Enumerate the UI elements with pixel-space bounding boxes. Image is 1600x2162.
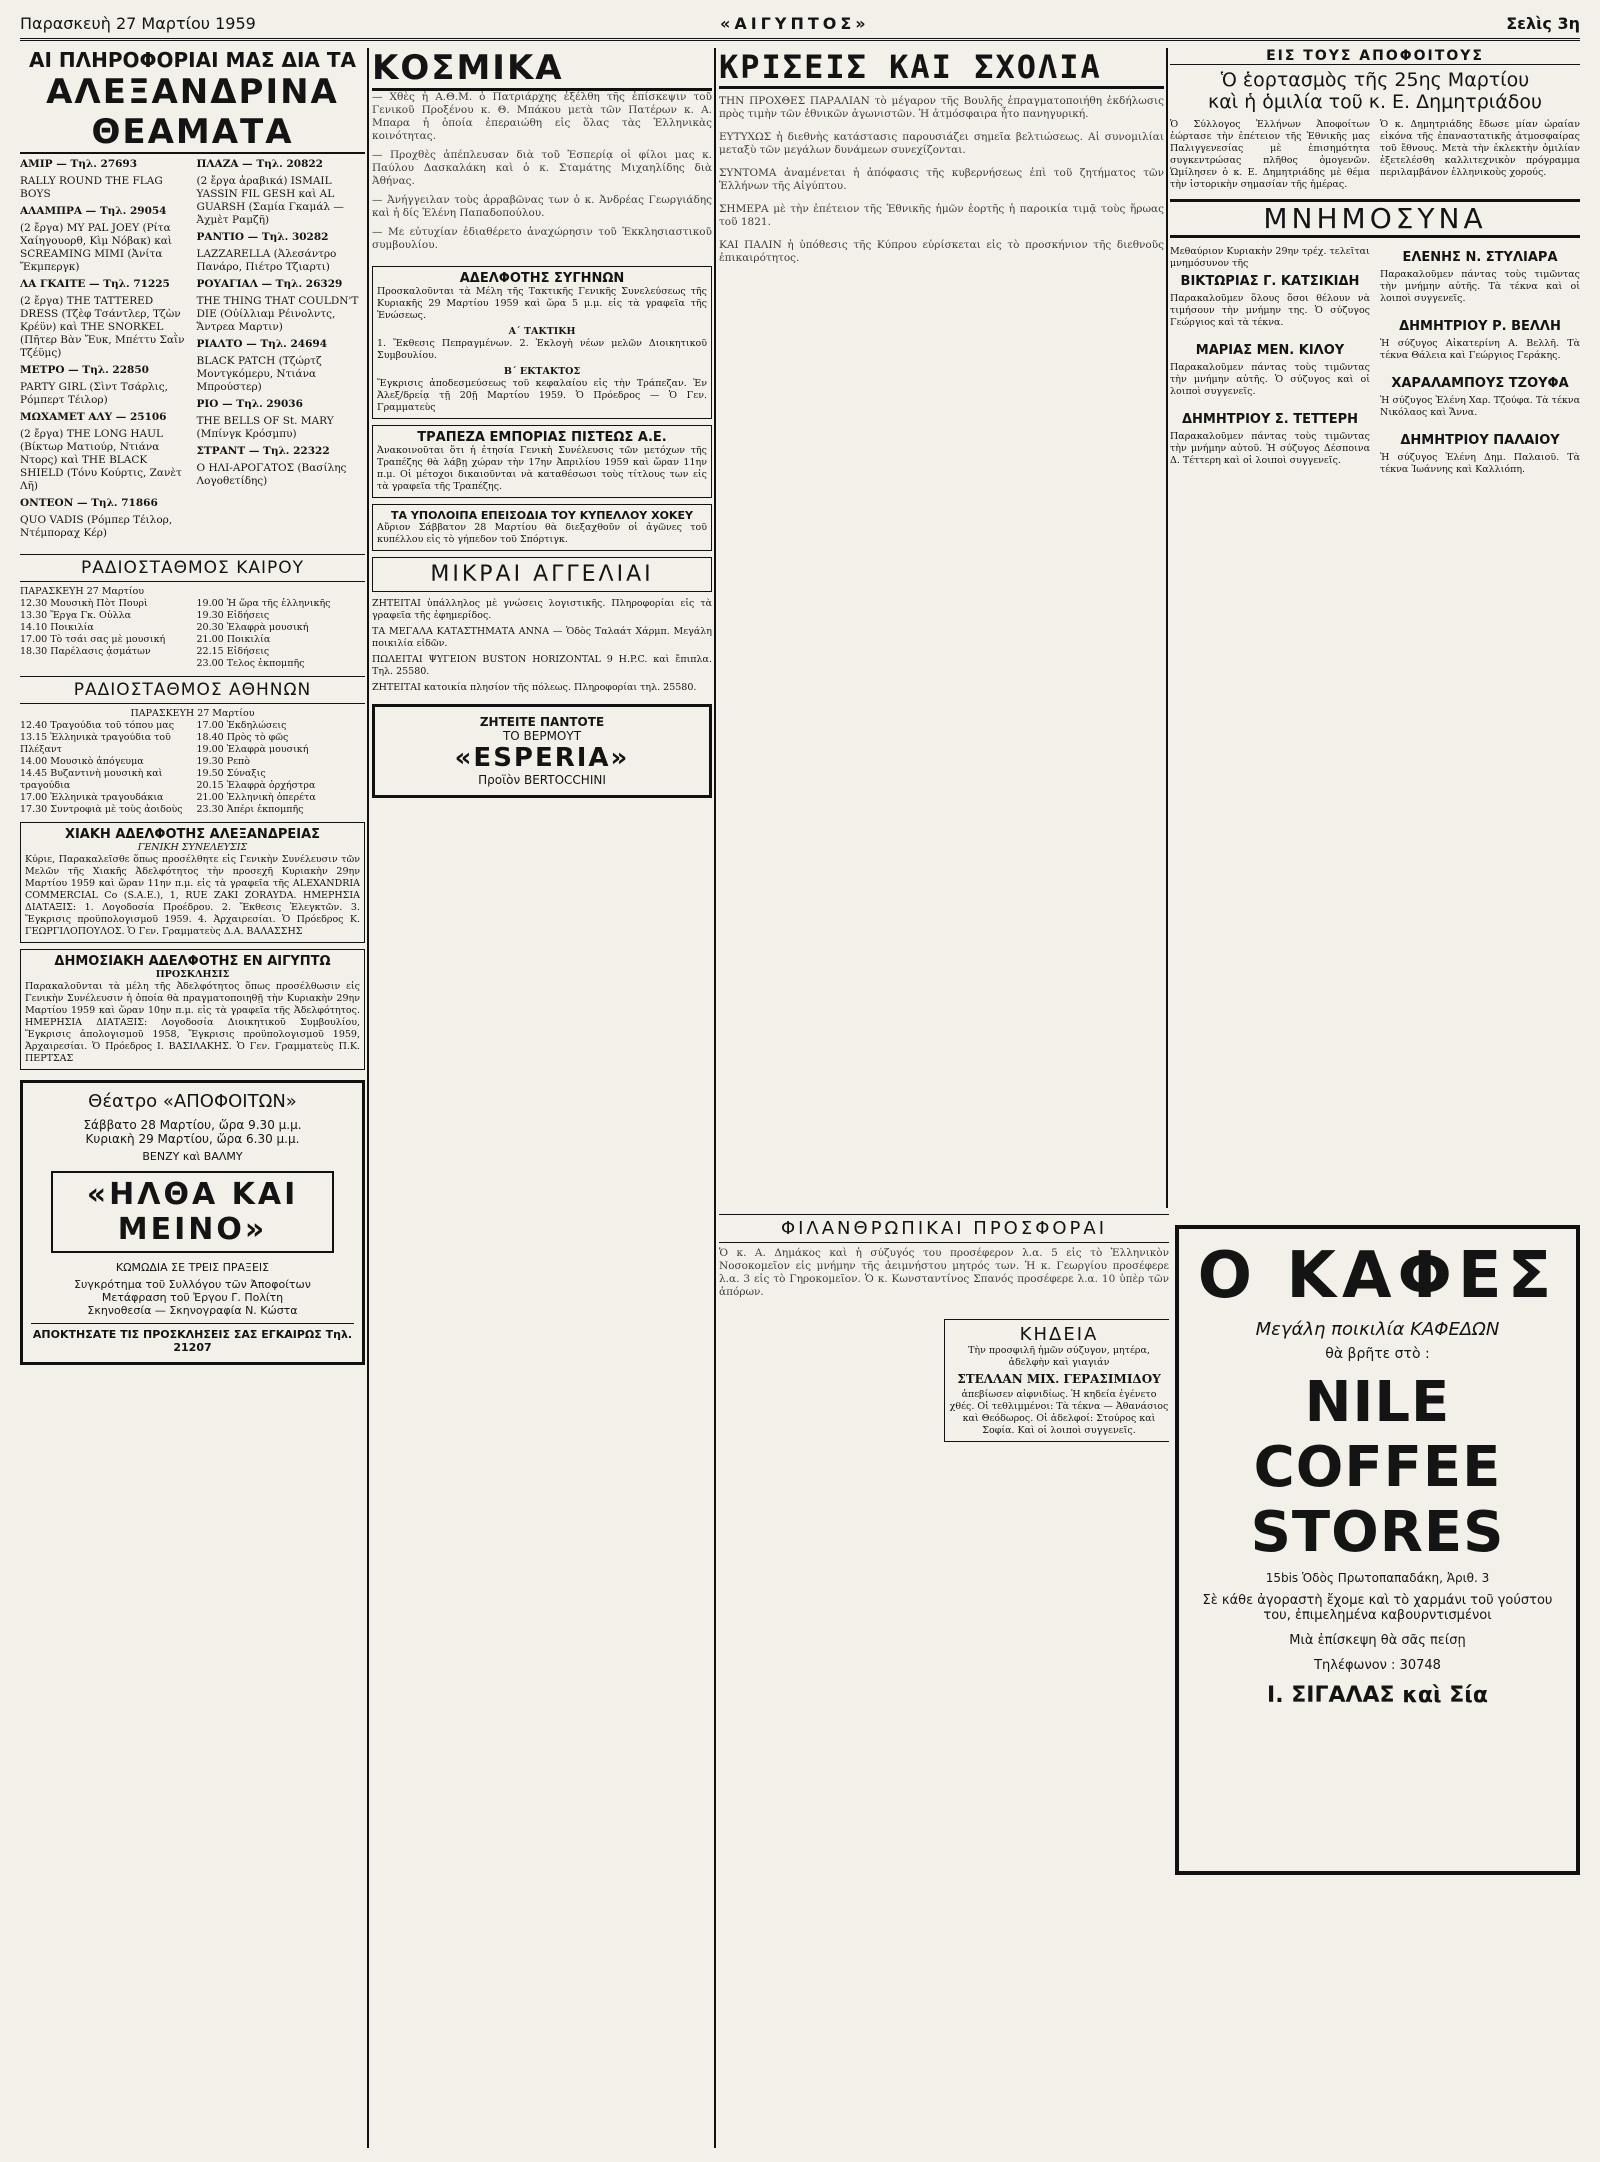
funeral-title: ΚΗΔΕΙΑ bbox=[1019, 1324, 1099, 1345]
theatre-direction: Σκηνοθεσία — Σκηνογραφία Ν. Κώστα bbox=[87, 1304, 298, 1317]
memorial-name: ΒΙΚΤΩΡΙΑΣ Γ. ΚΑΤΣΙΚΙΔΗ bbox=[1180, 274, 1360, 289]
cinema-film: (2 ἔργα) MY PAL JOEY (Ρίτα Χαίηγουορθ, Κὶμ Νόβακ) καὶ SCREAMING MIMI (Ἀνίτα Ἔκμπεργκ) bbox=[20, 222, 173, 273]
commentary-paragraph: ΤΗΝ ΠΡΟΧΘΕΣ ΠΑΡΑΛΙΑΝ τὸ μέγαρον τῆς Βουλῆς ἐπραγματοποιήθη ἐκδήλωσις πρὸς τιμὴν τῶν ἐθνικῶν ἀγωνιστῶν. Ἡ ἀτμόσφαιρα ἦτο πανηγυρική. bbox=[719, 95, 1164, 120]
graduates-subtitle-1: Ὁ ἑορτασμὸς τῆς 25ης Μαρτίου bbox=[1220, 69, 1530, 91]
cinema-name: ΡΟΥΑΓΙΑΛ — Τηλ. 26329 bbox=[196, 278, 343, 290]
sports-title: ΤΑ ΥΠΟΛΟΙΠΑ ΕΠΕΙΣΟΔΙΑ ΤΟΥ ΚΥΠΕΛΛΟΥ ΧΟΚΕΥ bbox=[391, 509, 693, 522]
cinema-name: ΠΛΑΖΑ — Τηλ. 20822 bbox=[196, 158, 323, 170]
notice-section-title: Β΄ ΕΚΤΑΚΤΟΣ bbox=[503, 366, 581, 377]
sports-item bbox=[372, 504, 712, 551]
cinema-film: THE BELLS OF St. MARY (Μπίνγκ Κρόσμπυ) bbox=[196, 415, 334, 440]
radio-slot: 21.00 Ποικιλία bbox=[196, 634, 271, 645]
notice-subtitle: ΓΕΝΙΚΗ ΣΥΝΕΛΕΥΣΙΣ bbox=[137, 842, 248, 853]
classified-item: ΖΗΤΕΙΤΑΙ κατοικία πλησίον τῆς πόλεως. Πληροφορίαι τηλ. 25580. bbox=[372, 682, 697, 693]
radio-slot: 21.00 Ἐλληνικὴ ὀπερέτα bbox=[196, 792, 316, 803]
memorial-body: Παρακαλοῦμεν ὅλους ὅσοι θέλουν νὰ τιμήσουν τὴν μνήμην της. Ὁ σύζυγος Γεώργιος καὶ τὰ τέκνα. bbox=[1170, 293, 1370, 328]
radio-slot: 12.30 Μουσικὴ Πὸτ Πουρὶ bbox=[20, 598, 148, 609]
theatre-advertisement bbox=[20, 1080, 365, 1365]
coffee-ad-store: NILE COFFEE STORES bbox=[1250, 1370, 1505, 1565]
cinema-film: BLACK PATCH (Τζώρτζ Μοντγκόμερυ, Ντιάνα Μπρούστερ) bbox=[196, 355, 322, 393]
commentary-title: ΚΡΙΣΕΙΣ ΚΑΙ ΣΧΟΛΙΑ bbox=[719, 48, 1164, 89]
graduates-body bbox=[1170, 119, 1580, 191]
radio-slot: 17.00 Ἐκδηλώσεις bbox=[196, 720, 287, 731]
memorial-name: ΕΛΕΝΗΣ Ν. ΣΤΥΛΙΑΡΑ bbox=[1402, 250, 1558, 265]
notice-body: Ἀνακοινοῦται ὅτι ἡ ἐτησία Γενικὴ Συνέλευσις τῶν μετόχων τῆς Τραπέζης θὰ λάβῃ χώραν τὴν 17ην Ἀπριλίου 1959 καὶ ὥραν 11ην π.μ. Οἱ μέτοχοι δικαιοῦνται νὰ καταθέσωσι τοὺς τίτλους των εἰς τὰ γραφεῖα τῆς Τραπέζης. bbox=[377, 445, 707, 492]
esperia-line-1: ΖΗΤΕΙΤΕ ΠΑΝΤΟΤΕ bbox=[479, 715, 605, 729]
esperia-brand: «ESPERIA» bbox=[454, 743, 630, 773]
memorial-name: ΜΑΡΙΑΣ ΜΕΝ. ΚΙΛΟΥ bbox=[1195, 343, 1345, 358]
funeral-name: ΣΤΕΛΛΑΝ ΜΙΧ. ΓΕΡΑΣΙΜΙΔΟΥ bbox=[957, 1372, 1161, 1386]
notice-body: Κύριε, Παρακαλεῖσθε ὅπως προσέλθητε εἰς Γενικὴν Συνέλευσιν τῶν Μελῶν τῆς Χιακῆς Ἀδελφότητος τὴν προσεχῆ Κυριακὴν 29ην Μαρτίου 1959 καὶ ὥραν 11ην π.μ. εἰς τὰ γραφεῖα τῆς ALEXANDRIA COMMERCIAL Co (S.A.E.), 1, RUE ZAKI ZORAYDA. ΗΜΕΡΗΣΙΑ ΔΙΑΤΑΞΙΣ: 1. Λογοδοσία Προέδρου. 2. Ἔκθεσις Ἐλεγκτῶν. 3. Ἔγκρισις προϋπολογισμοῦ 1959. 4. Ἀρχαιρεσίαι. Ὁ Πρόεδρος Κ. ΓΕΩΡΓΙΛΟΠΟΥΛΟΣ. Ὁ Γεν. Γραμματεὺς Δ.Α. ΒΑΛΑΣΣΗΣ bbox=[25, 854, 360, 937]
cinema-name: ΛΑ ΓΚΑΙΤΕ — Τηλ. 71225 bbox=[20, 278, 170, 290]
radio-slot: 22.15 Εἰδήσεις bbox=[196, 646, 270, 657]
radio-slot: 23.30 Ἀπέρι ἐκπομπῆς bbox=[196, 804, 304, 815]
memorial-body: Παρακαλοῦμεν πάντας τοὺς τιμῶντας τὴν μνήμην αὐτοῦ. Ἡ σύζυγος Δέσποινα Δ. Τέττερη καὶ οἱ λοιποὶ συγγενεῖς. bbox=[1170, 431, 1370, 466]
memorial-body: Παρακαλοῦμεν πάντας τοὺς τιμῶντας τὴν μνήμην αὐτῆς. Ὁ σύζυγος καὶ οἱ λοιποὶ συγγενεῖς. bbox=[1170, 362, 1370, 397]
esperia-line-2: ΤΟ ΒΕΡΜΟΥΤ bbox=[502, 729, 582, 743]
notice-chios-brotherhood bbox=[20, 822, 365, 943]
notice-sygenon bbox=[372, 266, 712, 419]
cinema-entry bbox=[20, 497, 189, 540]
entertainment-head-a: ΑΙ ΠΛΗΡΟΦΟΡΙΑΙ ΜΑΣ ΔΙΑ ΤΑ bbox=[29, 48, 356, 72]
lower-center-section bbox=[719, 1208, 1169, 2108]
memorial-intro: Μεθαύριον Κυριακὴν 29ην τρέχ. τελεῖται μνημόσυνον τῆς bbox=[1170, 246, 1370, 269]
commentary-paragraph: ΣΥΝΤΟΜΑ ἀναμένεται ἡ ἀπόφασις τῆς κυβερνήσεως ἐπὶ τοῦ ζητήματος τῶν Ἑλλήνων τῆς Αἰγύπτου. bbox=[719, 167, 1164, 192]
cinema-entry bbox=[197, 231, 366, 274]
masthead bbox=[20, 8, 1580, 41]
radio-slot: 23.00 Τελος ἐκπομπῆς bbox=[196, 658, 305, 669]
column-rule bbox=[1166, 48, 1168, 1208]
social-item: — Προχθὲς ἀπέπλευσαν διὰ τοῦ Ἐσπερίᾳ οἱ φίλοι μας κ. Παύλου Δασκαλάκη καὶ ὁ κ. Σταμάτης Μιχαηλίδης διὰ Ἀθήνας. bbox=[372, 149, 712, 187]
coffee-ad-headline: Ο ΚΑΦΕΣ bbox=[1197, 1239, 1558, 1313]
notice-bank bbox=[372, 425, 712, 498]
cinema-film: PARTY GIRL (Σὶντ Τσάρλις, Ρόμπερτ Τέιλορ) bbox=[20, 381, 169, 406]
social-item: — Ἀνήγγειλαν τοὺς ἀρραβῶνας των ὁ κ. Ἀνδρέας Γεωργιάδης καὶ ἡ δίς Ἑλένη Παπαδοπούλου. bbox=[372, 194, 712, 219]
radio-cairo-schedule bbox=[20, 598, 365, 670]
classifieds-title: ΜΙΚΡΑΙ ΑΓΓΕΛΙΑΙ bbox=[372, 557, 712, 592]
theatre-date-1: Σάββατο 28 Μαρτίου, ὥρα 9.30 μ.μ. bbox=[83, 1118, 302, 1132]
notice-body: Παρακαλοῦνται τὰ μέλη τῆς Ἀδελφότητος ὅπως προσέλθωσιν εἰς Γενικὴν Συνέλευσιν ἡ ὁποία θὰ πραγματοποιηθῇ τὴν Κυριακὴν 29ην Μαρτίου 1959 καὶ ὥραν 10ην π.μ. εἰς τὰ γραφεῖα τῆς Ἀδελφότητος. ΗΜΕΡΗΣΙΑ ΔΙΑΤΑΞΙΣ: Λογοδοσία Διοικητικοῦ Συμβουλίου, Ἔγκρισις ἀπολογισμοῦ 1958, Ἔγκρισις προϋπολογισμοῦ 1959, Ἀρχαιρεσίαι. Ὁ Πρόεδρος Ι. ΒΑΣΙΛΑΚΗΣ. Ὁ Γεν. Γραμματεὺς Π.Κ. ΠΕΡΤΣΑΣ bbox=[25, 981, 360, 1064]
cinema-name: ΟΝΤΕΟΝ — Τηλ. 71866 bbox=[20, 497, 158, 509]
cinema-film: (2 ἔργα) THE LONG HAUL (Βίκτωρ Ματιούρ, Ντιάνα Ντορς) καὶ THE BLACK SHIELD (Τόνυ Κούρτις, Ζανὲτ Λῆ) bbox=[20, 428, 182, 492]
memorial-body: Ἡ σύζυγος Αἰκατερίνη Α. Βελλῆ. Τὰ τέκνα Θάλεια καὶ Γεώργιος Γεράκης. bbox=[1380, 338, 1580, 361]
funeral-intro: Τὴν προσφιλῆ ἡμῶν σύζυγον, μητέρα, ἀδελφὴν καὶ γιαγιάν bbox=[968, 1345, 1150, 1368]
graduates-subtitle-2: καὶ ἡ ὁμιλία τοῦ κ. Ε. Δημητριάδου bbox=[1208, 91, 1542, 113]
cinema-entry bbox=[197, 278, 366, 334]
radio-slot: 18.30 Παρέλασις ᾀσμάτων bbox=[20, 646, 151, 657]
cinema-entry bbox=[20, 205, 189, 274]
coffee-ad-blend: Σὲ κάθε ἀγοραστὴ ἔχομε καὶ τὸ χαρμάνι τοῦ γούστου του, ἐπιμελημένα καβουρντισμένοι bbox=[1202, 1593, 1553, 1623]
notice-subtitle: ΠΡΟΣΚΛΗΣΙΣ bbox=[155, 969, 230, 980]
cinema-film: LAZZARELLA (Ἀλεσάντρο Πανάρο, Πιέτρο Τζιαρτι) bbox=[196, 248, 337, 273]
commentary-paragraph: ΚΑΙ ΠΑΛΙΝ ἡ ὑπόθεσις τῆς Κύπρου εὑρίσκεται εἰς τὸ προσκήνιον τῆς διεθνοῦς ἐπικαιρότητος. bbox=[719, 239, 1164, 264]
cinema-col-right bbox=[197, 158, 366, 544]
cinema-name: ΣΤΡΑΝΤ — Τηλ. 22322 bbox=[196, 445, 330, 457]
cinema-entry bbox=[20, 278, 189, 360]
notice-title: ΤΡΑΠΕΖΑ ΕΜΠΟΡΙΑΣ ΠΙΣΤΕΩΣ Α.Ε. bbox=[417, 430, 667, 445]
sports-body: Αὔριον Σάββατον 28 Μαρτίου θὰ διεξαχθοῦν οἱ ἀγῶνες τοῦ κυπέλλου εἰς τὸ γήπεδον τοῦ Σπόρτιγκ. bbox=[377, 522, 707, 545]
esperia-producer: Προϊὸν BERTOCCHINI bbox=[478, 773, 606, 787]
graduates-paragraph: Ὁ Σύλλογος Ἑλλήνων Ἀποφοίτων ἑώρτασε τὴν ἐπέτειον τῆς Ἐθνικῆς μας Παλιγγενεσίας μὲ ἐπισημότητα συγκεντρώσας πλῆθος ὁμογενῶν. Ὡμίλησεν ὁ κ. Ε. Δημητριάδης μὲ θέμα τὴν ἱστορικὴν σημασίαν τῆς ἡμέρας. bbox=[1170, 119, 1370, 190]
commentary-paragraph: ΣΗΜΕΡΑ μὲ τὴν ἐπέτειον τῆς Ἐθνικῆς ἡμῶν ἑορτῆς ἡ παροικία τιμᾷ τοὺς ἥρωας τοῦ 1821. bbox=[719, 203, 1164, 228]
theatre-play-title: «ΗΛΘΑ ΚΑΙ ΜΕΙΝΟ» bbox=[51, 1171, 334, 1253]
radio-slot: 14.00 Μουσικὸ ἀπόγευμα bbox=[20, 756, 144, 767]
notice-body: 1. Ἔκθεσις Πεπραγμένων. 2. Ἐκλογὴ νέων μελῶν Διοικητικοῦ Συμβουλίου. bbox=[377, 338, 707, 361]
column-social bbox=[372, 48, 712, 2148]
column-entertainment bbox=[20, 48, 365, 2148]
memorial-body: Ἡ σύζυγος Ἑλένη Χαρ. Τζούφα. Τὰ τέκνα Νικόλαος καὶ Ἄννα. bbox=[1380, 395, 1580, 418]
social-item: — Χθὲς ἡ Α.Θ.Μ. ὁ Πατριάρχης ἐξέλθη τῆς ἐπίσκεψιν τοῦ Γενικοῦ Προξένου κ. Θ. Μπάκου μετὰ τῶν Πατέρων κ. Α. Μπαρα ἡ ὁποία ἐπεραιώθη εἰς ὅλας τὰς Ἑλληνικὰς κοινότητας. bbox=[372, 91, 712, 142]
theatre-troupe: Συγκρότημα τοῦ Συλλόγου τῶν Ἀποφοίτων bbox=[74, 1278, 311, 1291]
coffee-ad-visit: Μιὰ ἐπίσκεψη θὰ σᾶς πείσῃ bbox=[1289, 1633, 1466, 1648]
cinema-entry bbox=[20, 411, 189, 493]
radio-slot: 14.45 Βυζαντινὴ μουσικὴ καὶ τραγούδια bbox=[20, 768, 163, 791]
cinema-name: ΜΩΧΑΜΕΤ ΑΛΥ — 25106 bbox=[20, 411, 167, 423]
radio-slot: 17.30 Συντροφιὰ μὲ τοὺς ἀοιδοὺς bbox=[20, 804, 183, 815]
notice-section-title: Α΄ ΤΑΚΤΙΚΗ bbox=[508, 326, 576, 337]
esperia-advertisement bbox=[372, 704, 712, 798]
social-title: ΚΟΣΜΙΚΑ bbox=[372, 48, 712, 91]
coffee-advertisement bbox=[1175, 1225, 1580, 1875]
radio-athens-schedule bbox=[20, 720, 365, 816]
memorial-name: ΔΗΜΗΤΡΙΟΥ Σ. ΤΕΤΤΕΡΗ bbox=[1181, 412, 1359, 427]
radio-slot: 19.30 Ρεπὸ bbox=[196, 756, 250, 767]
radio-slot: 19.00 Ἡ ὥρα τῆς ἑλληνικῆς bbox=[196, 598, 331, 609]
radio-slot: 17.00 Τὸ τσάι σας μὲ μουσική bbox=[20, 634, 166, 645]
radio-slot: 20.15 Ἐλαφρὰ ὀρχήστρα bbox=[196, 780, 316, 791]
radio-athens-left bbox=[20, 720, 189, 816]
notice-title: ΧΙΑΚΗ ΑΔΕΛΦΟΤΗΣ ΑΛΕΞΑΝΔΡΕΙΑΣ bbox=[64, 827, 321, 842]
graduates-title: ΕΙΣ ΤΟΥΣ ΑΠΟΦΟΙΤΟΥΣ bbox=[1170, 48, 1580, 65]
coffee-ad-address: 15bis Ὁδὸς Πρωτοπαπαδάκη, Ἀριθ. 3 bbox=[1265, 1571, 1490, 1585]
cinema-col-left bbox=[20, 158, 189, 544]
memorials-list bbox=[1170, 246, 1580, 476]
commentary-paragraph: ΕΥΤΥΧΩΣ ἡ διεθνὴς κατάστασις παρουσιάζει σημεῖα βελτιώσεως. Αἱ συνομιλίαι μεταξὺ τῶν μεγάλων δυνάμεων συνεχίζονται. bbox=[719, 131, 1164, 156]
memorial-body: Παρακαλοῦμεν πάντας τοὺς τιμῶντας τὴν μνήμην αὐτῆς. Τὰ τέκνα καὶ οἱ λοιποὶ συγγενεῖς. bbox=[1380, 269, 1580, 304]
coffee-ad-owner: Ι. ΣΙΓΑΛΑΣ καὶ Σία bbox=[1267, 1683, 1488, 1708]
cinema-entry bbox=[197, 445, 366, 488]
cinema-name: ΡΙΟ — Τηλ. 29036 bbox=[196, 398, 303, 410]
funeral-notice bbox=[944, 1319, 1169, 1442]
theatre-date-2: Κυριακὴ 29 Μαρτίου, ὥρα 6.30 μ.μ. bbox=[85, 1132, 300, 1146]
column-rule bbox=[367, 48, 369, 2148]
radio-slot: 20.30 Ἐλαφρὰ μουσική bbox=[196, 622, 309, 633]
coffee-ad-tagline: Μεγάλη ποικιλία ΚΑΦΕΔΩΝ bbox=[1255, 1319, 1500, 1340]
cinema-name: ΡΑΝΤΙΟ — Τηλ. 30282 bbox=[196, 231, 329, 243]
notice-title: ΔΗΜΟΣΙΑΚΗ ΑΔΕΛΦΟΤΗΣ ΕΝ ΑΙΓΥΠΤΩ bbox=[54, 954, 331, 969]
cinema-name: ΜΕΤΡΟ — Τηλ. 22850 bbox=[20, 364, 149, 376]
radio-slot: 13.30 Ἔργα Γκ. Οὐλλα bbox=[20, 610, 132, 621]
radio-cairo-date: ΠΑΡΑΣΚΕΥΗ 27 Μαρτίου bbox=[20, 586, 145, 597]
notice-dimosiaki-brotherhood bbox=[20, 949, 365, 1070]
radio-slot: 19.50 Σύναξις bbox=[196, 768, 266, 779]
notice-body: Ἔγκρισις ἀποδεσμεύσεως τοῦ κεφαλαίου εἰς τὴν Τράπεζαν. Ἐν Ἀλεξ/δρείᾳ τῇ 20ῇ Μαρτίου 1959. Ὁ Πρόεδρος — Ὁ Γεν. Γραμματεὺς bbox=[377, 378, 707, 413]
theatre-genre: ΚΩΜΩΔΙΑ ΣΕ ΤΡΕΙΣ ΠΡΑΞΕΙΣ bbox=[115, 1261, 270, 1274]
cinema-name: ΡΙΑΛΤΟ — Τηλ. 24694 bbox=[196, 338, 328, 350]
memorials-col-right bbox=[1380, 246, 1580, 476]
memorial-name: ΧΑΡΑΛΑΜΠΟΥΣ ΤΖΟΥΦΑ bbox=[1391, 376, 1569, 391]
memorials-col-left bbox=[1170, 246, 1370, 476]
classified-item: ΠΩΛΕΙΤΑΙ ΨΥΓΕΙΟΝ BUSTON HORIZONTAL 9 H.P.C. καὶ ἔπιπλα. Τηλ. 25580. bbox=[372, 654, 712, 677]
cinema-name: ΑΜΙΡ — Τηλ. 27693 bbox=[20, 158, 138, 170]
theatre-tickets: ΑΠΟΚΤΗΣΑΤΕ ΤΙΣ ΠΡΟΣΚΛΗΣΕΙΣ ΣΑΣ ΕΓΚΑΙΡΩΣ Τηλ. 21207 bbox=[31, 1323, 354, 1354]
memorials-title: ΜΝΗΜΟΣΥΝΑ bbox=[1170, 199, 1580, 238]
radio-athens-right bbox=[197, 720, 366, 816]
coffee-ad-find: θὰ βρῆτε στὸ : bbox=[1325, 1346, 1430, 1362]
cinema-entry bbox=[20, 364, 189, 407]
charity-title: ΦΙΛΑΝΘΡΩΠΙΚΑΙ ΠΡΟΣΦΟΡΑΙ bbox=[719, 1214, 1169, 1243]
radio-slot: 13.15 Ἑλληνικὰ τραγούδια τοῦ Πλέξαντ bbox=[20, 732, 171, 755]
cinema-film: (2 ἔργα ἀραβικά) ISMAIL YASSIN FIL GESH καὶ AL GUARSH (Σαμία Γκαμάλ — Ἀχμὲτ Ραμζῆ) bbox=[196, 175, 344, 226]
cinema-film: QUO VADIS (Ρόμπερ Τέιλορ, Ντέμποραχ Κέρ) bbox=[20, 514, 173, 539]
memorial-body: Ἡ σύζυγος Ἑλένη Δημ. Παλαιοῦ. Τὰ τέκνα Ἰωάννης καὶ Καλλιόπη. bbox=[1380, 452, 1580, 475]
memorial-name: ΔΗΜΗΤΡΙΟΥ Ρ. ΒΕΛΛΗ bbox=[1399, 319, 1561, 334]
radio-cairo-right bbox=[197, 598, 366, 670]
radio-slot: 14.10 Ποικιλία bbox=[20, 622, 94, 633]
social-item: — Με εὐτυχίαν ἐδιαθέρετο ἀναχώρησιν τοῦ Ἐκκλησιαστικοῦ συμβουλίου. bbox=[372, 226, 712, 251]
cinema-entry bbox=[197, 338, 366, 394]
cinema-film: (2 ἔργα) THE TATTERED DRESS (Τζὲφ Τσάντλερ, Τζὼν Κρέϋν) καὶ THE SNORKEL (Πῆτερ Βὰν Ἔυκ, Μπέττυ Σαῒν Τζέϋμς) bbox=[20, 295, 185, 359]
cinema-film: Ο ΗΛΙ-ΑΡΟΓΑΤΟΣ (Βασίλης Λογοθετίδης) bbox=[196, 462, 347, 487]
entertainment-head-b: ΑΛΕΞΑΝΔΡΙΝΑ ΘΕΑΜΑΤΑ bbox=[20, 72, 365, 154]
radio-slot: 19.30 Εἰδήσεις bbox=[196, 610, 270, 621]
radio-slot: 18.40 Πρὸς τὸ φῶς bbox=[196, 732, 289, 743]
coffee-ad-phone: Τηλέφωνον : 30748 bbox=[1314, 1658, 1441, 1673]
column-graduates bbox=[1170, 48, 1580, 1248]
funeral-body: ἀπεβίωσεν αἰφνιδίως. Ἡ κηδεία ἐγένετο χθές. Οἱ τεθλιμμένοι: Τὰ τέκνα — Ἀθανάσιος καὶ Θεόδωρος. Οἱ ἀδελφοί: Στούρος καὶ Σοφία. Καὶ οἱ λοιποὶ συγγενεῖς. bbox=[949, 1389, 1169, 1436]
cinema-entry bbox=[197, 398, 366, 441]
graduates-paragraph: Ὁ κ. Δημητριάδης ἔδωσε μίαν ὡραίαν εἰκόνα τῆς ἐπαναστατικῆς ἀτμοσφαίρας τοῦ ἔθνους. Μετὰ τὴν ἐκλεκτὴν ὁμιλίαν ἐξετελέσθη καλλιτεχνικὸν πρόγραμμα περιλαμβάνον ἑλληνικοὺς χορούς. bbox=[1380, 119, 1580, 178]
issue-date: Παρασκευὴ 27 Μαρτίου 1959 bbox=[20, 14, 256, 33]
charity-body: Ὁ κ. Α. Δημάκος καὶ ἡ σύζυγός του προσέφερον λ.α. 5 εἰς τὸ Ἑλληνικὸν Νοσοκομεῖον εἰς μνήμην τῆς ἀειμνήστου μητρός των. Ἡ κ. Γεωργίου προσέφερε λ.α. 3 εἰς τὸ Γηροκομεῖον. Ὁ κ. Κωνσταντίνος Σπανός προσέφερε λ.α. 10 ὑπὲρ τῶν ἀπόρων. bbox=[719, 1247, 1169, 1298]
cinema-entry bbox=[197, 158, 366, 227]
theatre-translation: Μετάφραση τοῦ Ἐργου Γ. Πολίτη bbox=[101, 1291, 284, 1304]
radio-cairo-title: ΡΑΔΙΟΣΤΑΘΜΟΣ ΚΑΙΡΟΥ bbox=[20, 554, 365, 582]
column-commentary bbox=[719, 48, 1164, 1208]
radio-athens-title: ΡΑΔΙΟΣΤΑΘΜΟΣ ΑΘΗΝΩΝ bbox=[20, 676, 365, 704]
radio-athens-date: ΠΑΡΑΣΚΕΥΗ 27 Μαρτίου bbox=[130, 708, 255, 719]
radio-slot: 17.00 Ἑλληνικὰ τραγουδάκια bbox=[20, 792, 164, 803]
cinema-film: THE THING THAT COULDN'T DIE (Οὐίλλιαμ Ρέινολντς, Ἄντρεα Μαρτιν) bbox=[196, 295, 359, 333]
classified-item: ΤΑ ΜΕΓΑΛΑ ΚΑΤΑΣΤΗΜΑΤΑ ΑΝΝΑ — Ὁδὸς Ταλαάτ Χάρμπ. Μεγάλη ποικιλία εἰδῶν. bbox=[372, 626, 712, 649]
classified-item: ΖΗΤΕΙΤΑΙ ὑπάλληλος μὲ γνώσεις λογιστικῆς. Πληροφορίαι εἰς τὰ γραφεῖα τῆς ἐφημερίδος. bbox=[372, 598, 712, 621]
page-number: Σελὶς 3η bbox=[1506, 14, 1580, 33]
radio-slot: 19.00 Ἐλαφρὰ μουσική bbox=[196, 744, 309, 755]
cinema-entry bbox=[20, 158, 189, 201]
paper-name: «ΑΙΓΥΠΤΟΣ» bbox=[720, 14, 870, 33]
radio-cairo-left bbox=[20, 598, 189, 670]
theatre-title: Θέατρο «ΑΠΟΦΟΙΤΩΝ» bbox=[88, 1091, 297, 1112]
notice-body: Προσκαλοῦνται τὰ Μέλη τῆς Τακτικῆς Γενικῆς Συνελεύσεως τῆς Κυριακῆς 29 Μαρτίου 1959 καὶ ὥρα 5 μ.μ. εἰς τὰ γραφεῖα τῆς Ἑνώσεως. bbox=[377, 286, 707, 321]
radio-slot: 12.40 Τραγούδια τοῦ τόπου μας bbox=[20, 720, 175, 731]
theatre-authors: ΒΕΝΖΥ καὶ ΒΑΛΜΥ bbox=[142, 1150, 243, 1163]
cinema-listings bbox=[20, 158, 365, 548]
memorial-name: ΔΗΜΗΤΡΙΟΥ ΠΑΛΑΙΟΥ bbox=[1400, 433, 1560, 448]
notice-title: ΑΔΕΛΦΟΤΗΣ ΣΥΓΗΝΩΝ bbox=[459, 271, 625, 286]
cinema-film: RALLY ROUND THE FLAG BOYS bbox=[20, 175, 163, 200]
cinema-name: ΑΛΑΜΠΡΑ — Τηλ. 29054 bbox=[20, 205, 167, 217]
column-rule bbox=[714, 48, 716, 2148]
